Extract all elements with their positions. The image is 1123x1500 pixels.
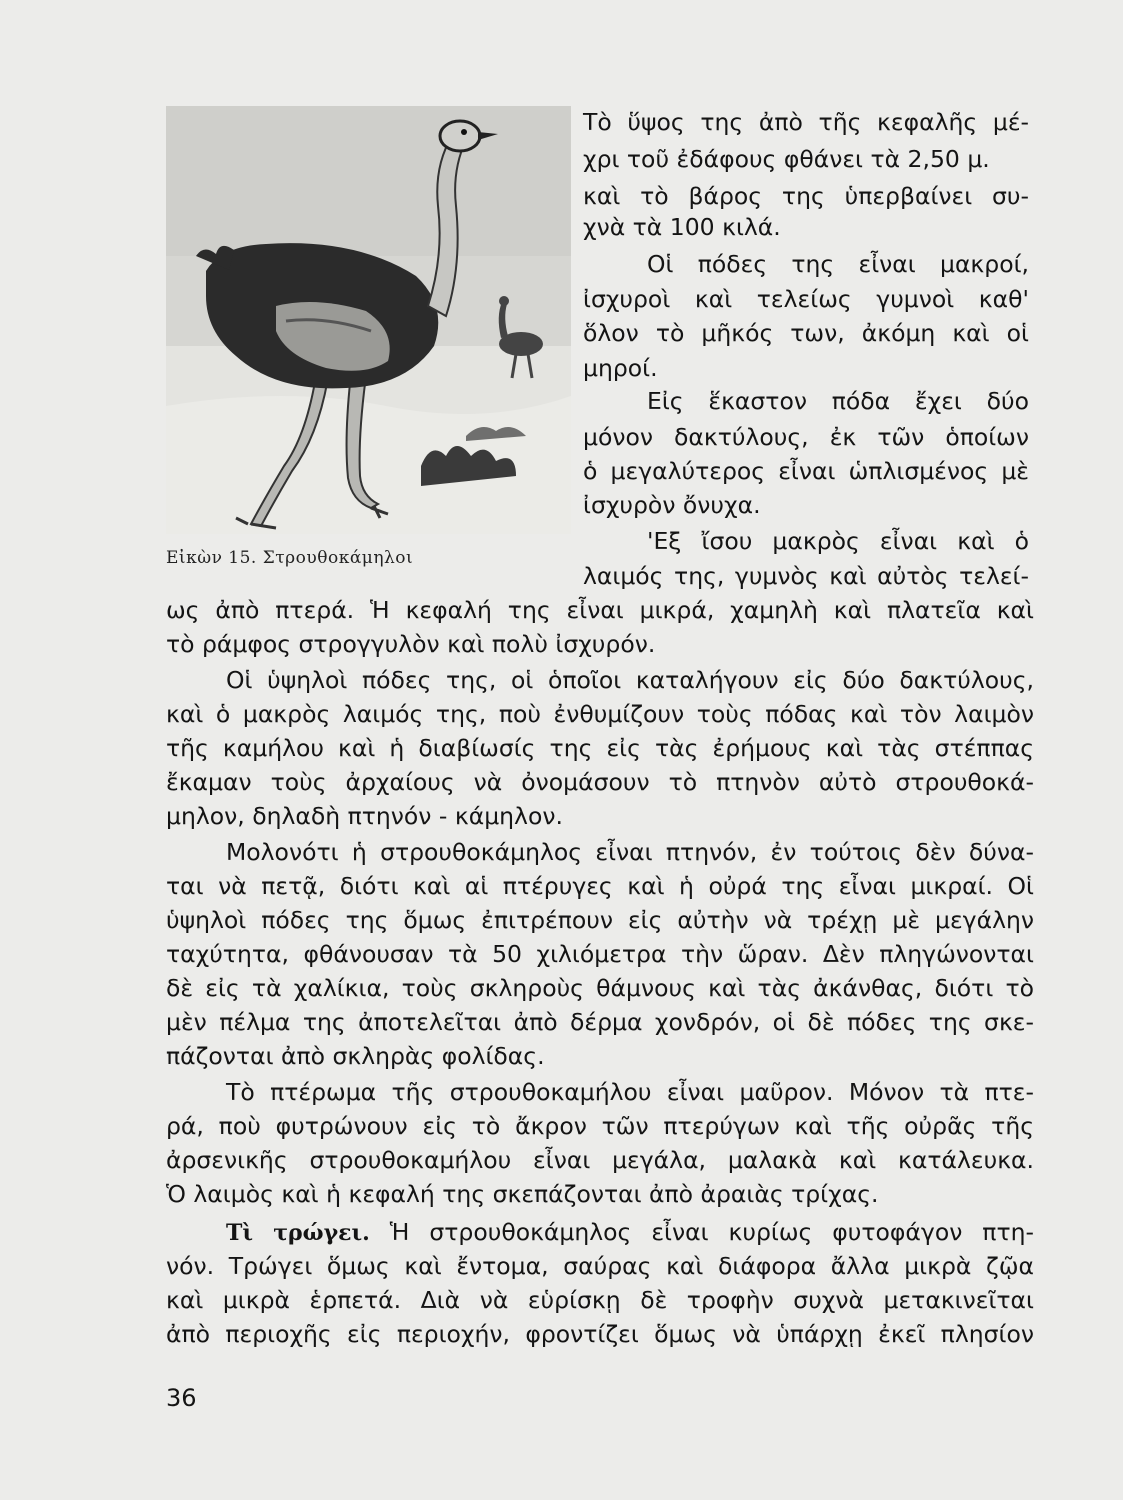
text-line: δὲ εἰς τὰ χαλίκια, τοὺς σκληροὺς θάμνους καὶ τὰς ἀκάνθας, διότι τὸ <box>166 974 1034 1002</box>
text-line: χνὰ τὰ 100 κιλά. <box>583 213 781 241</box>
text-line: Ὁ λαιμὸς καὶ ἡ κεφαλή της σκεπάζονται ἀπὸ ἀραιὰς τρίχας. <box>166 1180 879 1208</box>
text-line: 'Εξ ἴσου μακρὸς εἶναι καὶ ὁ <box>647 527 1029 555</box>
text-line: μὲν πέλμα της ἀποτελεῖται ἀπὸ δέρμα χονδρόν, οἱ δὲ πόδες της σκε- <box>166 1008 1034 1036</box>
text-line: τῆς καμήλου καὶ ἡ διαβίωσίς της εἰς τὰς ἐρήμους καὶ τὰς στέππας <box>166 734 1034 762</box>
text-line: ταχύτητα, φθάνουσαν τὰ 50 χιλιόμετρα τὴν ὥραν. Δὲν πληγώνονται <box>166 940 1034 968</box>
text-line: λαιμός της, γυμνὸς καὶ αὐτὸς τελεί- <box>583 562 1029 590</box>
text-line: καὶ μικρὰ ἑρπετά. Διὰ νὰ εὑρίσκῃ δὲ τροφὴν συχνὰ μετακινεῖται <box>166 1286 1034 1314</box>
text-line: ἰσχυρὸν ὄνυχα. <box>583 491 761 519</box>
text-line: μηροί. <box>583 354 658 382</box>
text-line: νόν. Τρώγει ὅμως καὶ ἔντομα, σαύρας καὶ διάφορα ἄλλα μικρὰ ζῷα <box>166 1252 1034 1280</box>
section-heading: Τὶ τρώγει. <box>226 1220 370 1246</box>
text-line: Οἱ πόδες της εἶναι μακροί, <box>647 250 1029 278</box>
text-line: Τὸ πτέρωμα τῆς στρουθοκαμήλου εἶναι μαῦρον. Μόνον τὰ πτε- <box>226 1078 1034 1106</box>
text-line: Εἰς ἕκαστον πόδα ἔχει δύο <box>647 387 1029 415</box>
text-line: Οἱ ὑψηλοὶ πόδες της, οἱ ὁποῖοι καταλήγουν εἰς δύο δακτύλους, <box>226 666 1034 694</box>
text-line: μόνον δακτύλους, ἐκ τῶν ὁποίων <box>583 423 1029 451</box>
section-first-line-text: Ἡ στρουθοκάμηλος εἶναι κυρίως φυτοφάγον πτη- <box>389 1218 1034 1246</box>
text-line: μηλον, δηλαδὴ πτηνόν - κάμηλον. <box>166 802 563 830</box>
figure-caption: Εἰκὼν 15. Στρουθοκάμηλοι <box>166 548 414 568</box>
text-line: ται νὰ πετᾷ, διότι καὶ αἱ πτέρυγες καὶ ἡ οὐρά της εἶναι μικραί. Οἱ <box>166 872 1034 900</box>
text-line: καὶ τὸ βάρος της ὑπερβαίνει συ- <box>583 182 1029 210</box>
text-line: Μολονότι ἡ στρουθοκάμηλος εἶναι πτηνόν, ἐν τούτοις δὲν δύνα- <box>226 838 1034 866</box>
section-first-line <box>226 1218 1034 1247</box>
text-line: ὁ μεγαλύτερος εἶναι ὡπλισμένος μὲ <box>583 457 1029 485</box>
text-line: ὅλον τὸ μῆκός των, ἀκόμη καὶ οἱ <box>583 319 1029 347</box>
ostrich-figure <box>166 106 571 534</box>
text-line: ὑψηλοὶ πόδες της ὅμως ἐπιτρέπουν εἰς αὐτὴν νὰ τρέχῃ μὲ μεγάλην <box>166 906 1034 934</box>
text-line: χρι τοῦ ἐδάφους φθάνει τὰ 2,50 μ. <box>583 145 990 173</box>
text-line: ρά, ποὺ φυτρώνουν εἰς τὸ ἄκρον τῶν πτερύγων καὶ τῆς οὐρᾶς τῆς <box>166 1112 1034 1140</box>
text-line: ἔκαμαν τοὺς ἀρχαίους νὰ ὀνομάσουν τὸ πτηνὸν αὐτὸ στρουθοκά- <box>166 768 1034 796</box>
text-line: Τὸ ὕψος της ἀπὸ τῆς κεφαλῆς μέ- <box>583 108 1029 136</box>
text-line: πάζονται ἀπὸ σκληρὰς φολίδας. <box>166 1042 545 1070</box>
text-line: ἰσχυροὶ καὶ τελείως γυμνοὶ καθ' <box>583 285 1029 313</box>
text-line: καὶ ὁ μακρὸς λαιμός της, ποὺ ἐνθυμίζουν τοὺς πόδας καὶ τὸν λαιμὸν <box>166 700 1034 728</box>
text-line: ως ἀπὸ πτερά. Ἡ κεφαλή της εἶναι μικρά, χαμηλὴ καὶ πλατεῖα καὶ <box>166 596 1034 624</box>
text-line: ἀρσενικῆς στρουθοκαμήλου εἶναι μεγάλα, μαλακὰ καὶ κατάλευκα. <box>166 1146 1034 1174</box>
ostrich-illustration <box>166 106 571 534</box>
page-number: 36 <box>166 1384 197 1412</box>
text-line: ἀπὸ περιοχῆς εἰς περιοχήν, φροντίζει ὅμως νὰ ὑπάρχῃ ἐκεῖ πλησίον <box>166 1320 1034 1348</box>
text-line: τὸ ράμφος στρογγυλὸν καὶ πολὺ ἰσχυρόν. <box>166 630 656 658</box>
